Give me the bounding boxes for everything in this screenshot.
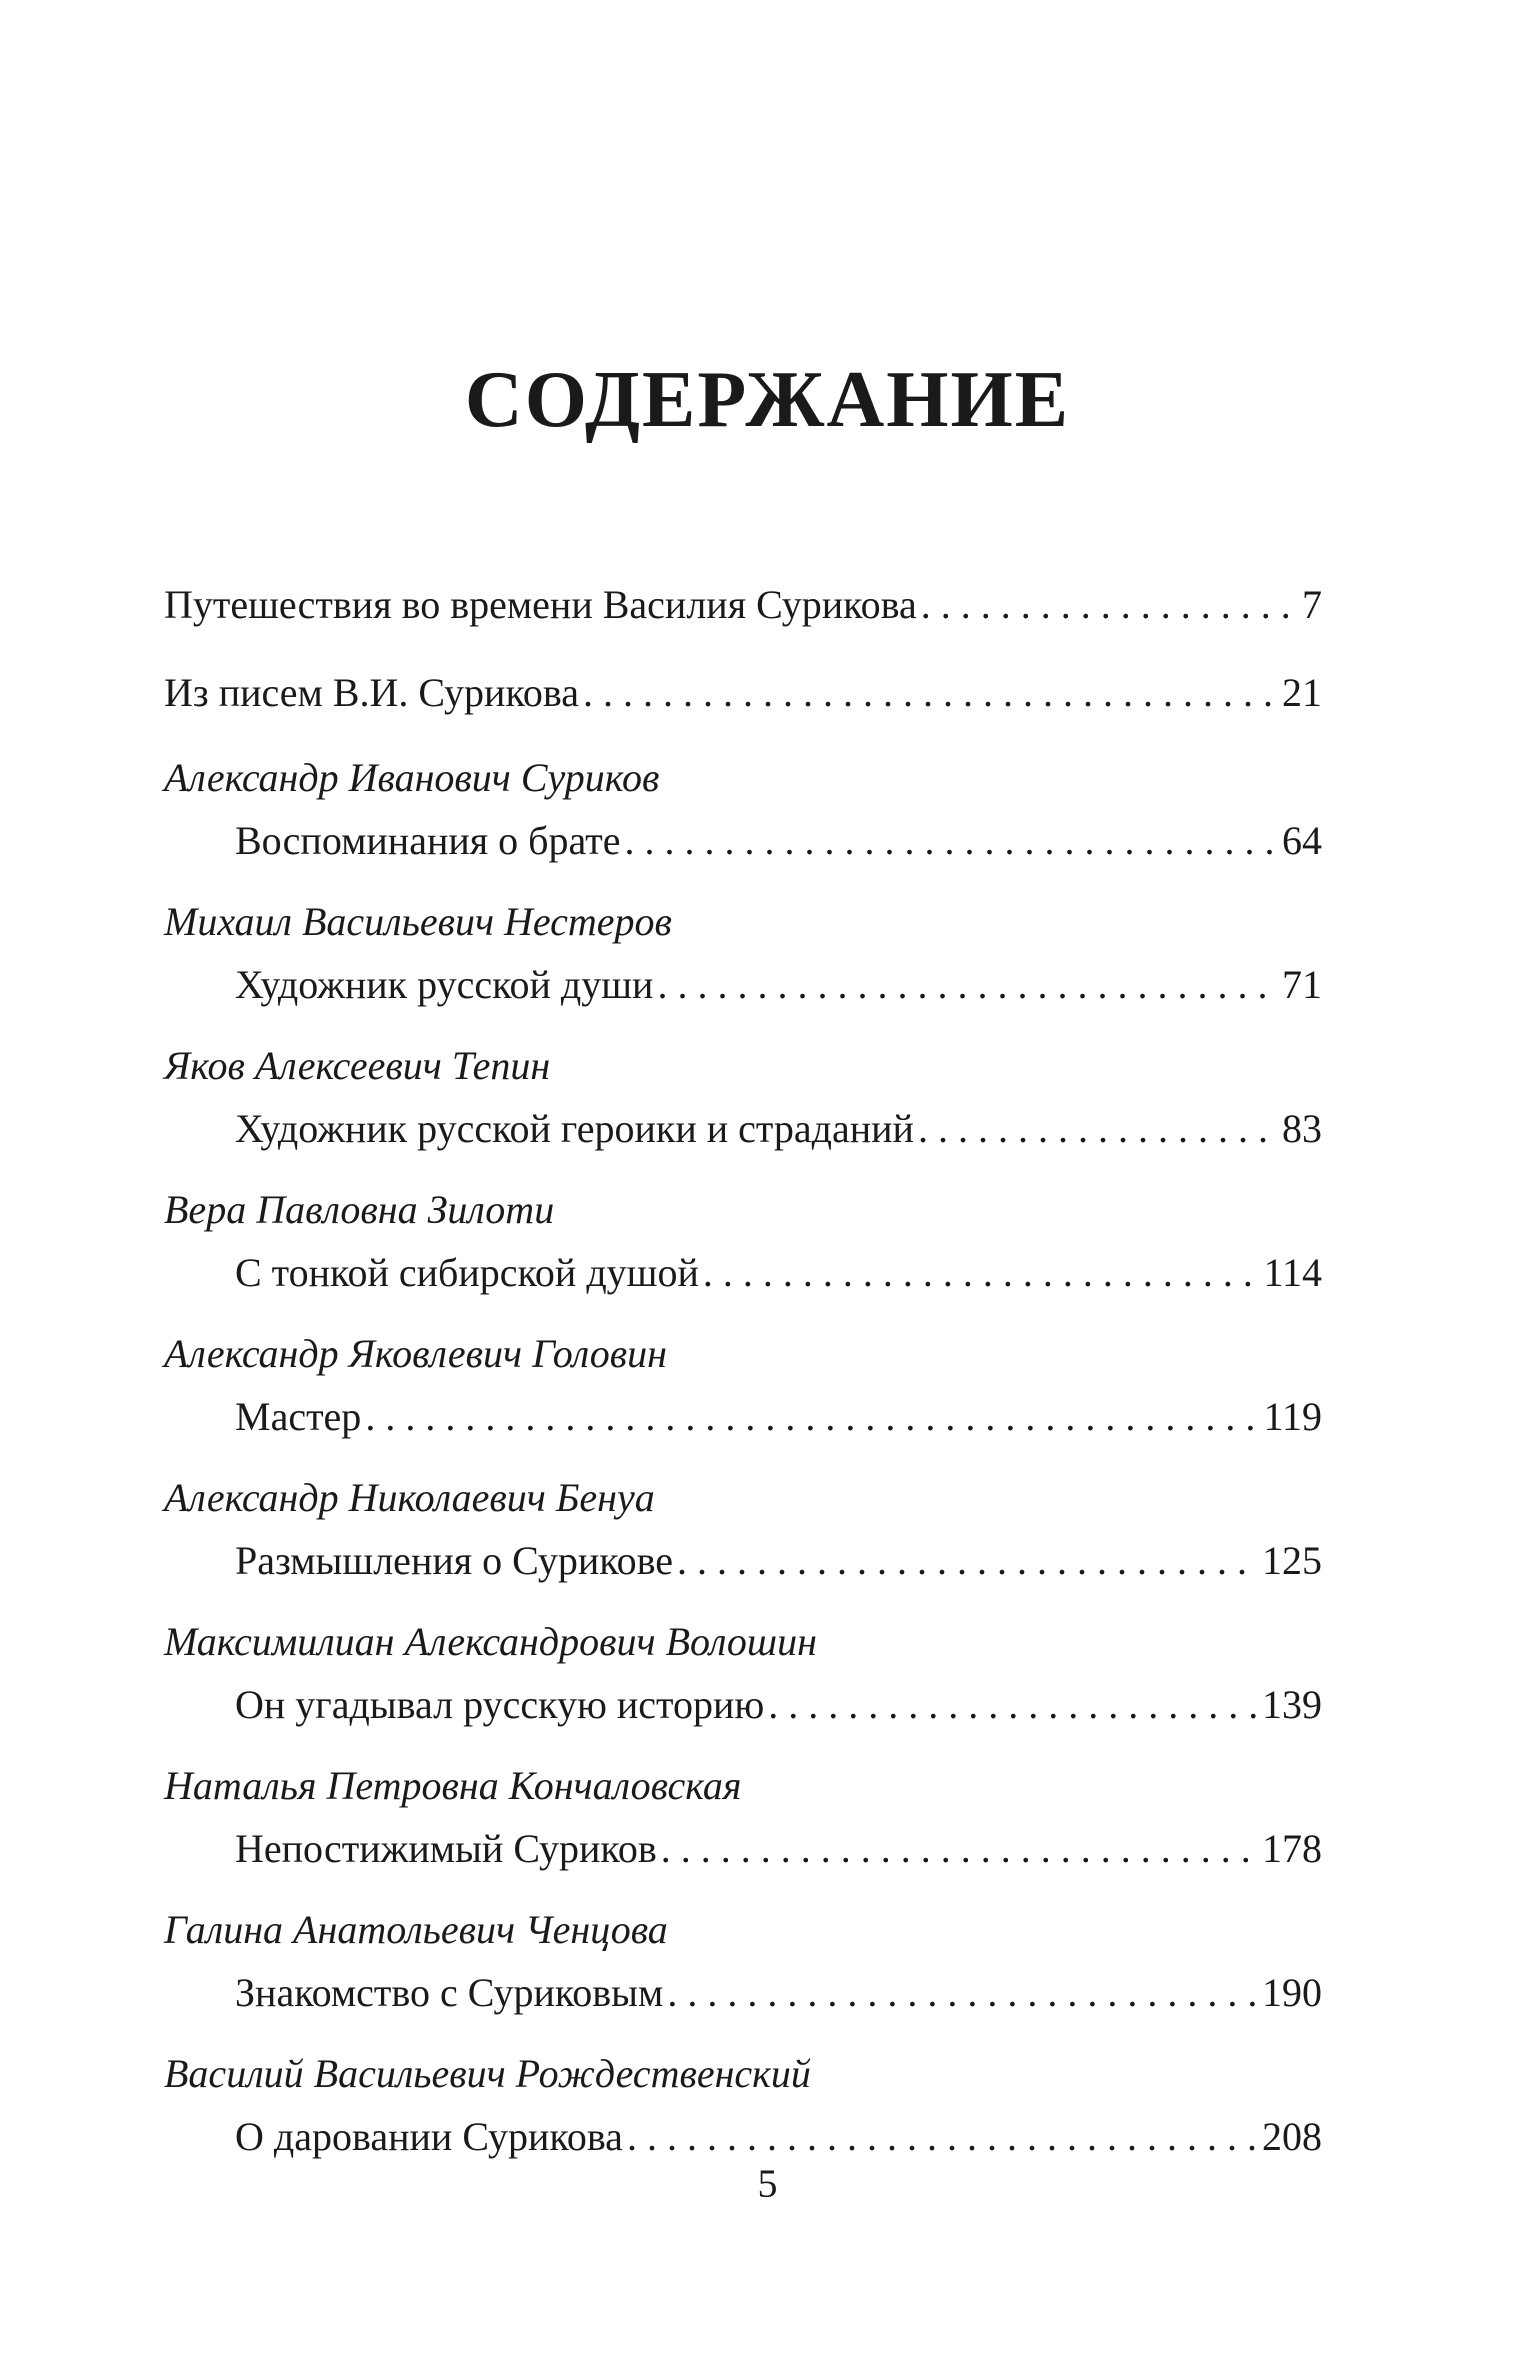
toc-entry [164, 1900, 1322, 2026]
toc-entry [164, 572, 1322, 638]
toc-line [164, 572, 1322, 638]
toc-page-number: 21 [1282, 670, 1322, 715]
toc-page-number: 71 [1282, 962, 1322, 1007]
page-number: 5 [757, 2161, 778, 2206]
toc-line [164, 660, 1322, 726]
toc-page-number: 7 [1302, 582, 1322, 627]
toc-line [164, 952, 1322, 1018]
toc-entry [164, 2044, 1322, 2170]
toc-title: Воспоминания о брате [235, 818, 621, 863]
toc-page-number: 190 [1262, 1970, 1322, 2015]
table-of-contents [164, 572, 1322, 2188]
toc-page-number: 64 [1282, 818, 1322, 863]
toc-line [164, 1672, 1322, 1738]
toc-entry [164, 1036, 1322, 1162]
toc-line [164, 1528, 1322, 1594]
toc-author: Яков Алексеевич Тепин [164, 1043, 551, 1088]
dot-leader [583, 660, 1278, 726]
toc-line [164, 1960, 1322, 2026]
toc-line [164, 1240, 1322, 1306]
toc-title: Мастер [235, 1394, 362, 1439]
toc-page-number: 119 [1263, 1394, 1322, 1439]
dot-leader [624, 808, 1278, 874]
toc-title: Путешествия во времени Василия Сурикова [164, 582, 917, 627]
toc-page-number: 114 [1263, 1250, 1322, 1295]
dot-leader [667, 1960, 1258, 2026]
toc-entry [164, 1756, 1322, 1882]
dot-leader [918, 1096, 1278, 1162]
toc-page-number: 208 [1262, 2114, 1322, 2159]
toc-author: Максимилиан Александрович Волошин [164, 1619, 817, 1664]
toc-page-number: 83 [1282, 1106, 1322, 1151]
toc-title: Знакомство с Суриковым [235, 1970, 664, 2015]
toc-author: Наталья Петровна Кончаловская [164, 1763, 742, 1808]
toc-entry [164, 748, 1322, 874]
dot-leader [657, 952, 1278, 1018]
dot-leader [677, 1528, 1258, 1594]
toc-line [164, 1816, 1322, 1882]
toc-entry [164, 1468, 1322, 1594]
toc-title: Художник русской души [235, 962, 654, 1007]
toc-line [164, 1096, 1322, 1162]
toc-author: Александр Николаевич Бенуа [164, 1475, 655, 1520]
toc-page-number: 125 [1262, 1538, 1322, 1583]
toc-author: Александр Иванович Суриков [164, 755, 660, 800]
toc-page-number: 139 [1262, 1682, 1322, 1727]
toc-author: Галина Анатольевич Ченцова [164, 1907, 668, 1952]
dot-leader [703, 1240, 1260, 1306]
toc-entry [164, 1612, 1322, 1738]
dot-leader [661, 1816, 1258, 1882]
dot-leader [365, 1384, 1259, 1450]
dot-leader [768, 1672, 1258, 1738]
toc-line [164, 1384, 1322, 1450]
page-title: СОДЕРЖАНИЕ [464, 356, 1071, 444]
toc-author: Александр Яковлевич Головин [164, 1331, 667, 1376]
toc-title: Непостижимый Суриков [235, 1826, 657, 1871]
toc-entry [164, 660, 1322, 726]
toc-line [164, 808, 1322, 874]
toc-author: Василий Васильевич Рождественский [164, 2051, 811, 2096]
toc-page-number: 178 [1262, 1826, 1322, 1871]
toc-title: Он угадывал русскую историю [235, 1682, 765, 1727]
toc-title: Художник русской героики и страданий [235, 1106, 914, 1151]
toc-author: Михаил Васильевич Нестеров [164, 899, 672, 944]
dot-leader [921, 572, 1298, 638]
toc-title: Из писем В.И. Сурикова [164, 670, 579, 715]
toc-entry [164, 892, 1322, 1018]
toc-title: Размышления о Сурикове [235, 1538, 674, 1583]
toc-entry [164, 1324, 1322, 1450]
toc-title: С тонкой сибирской душой [235, 1250, 699, 1295]
toc-author: Вера Павловна Зилоти [164, 1187, 555, 1232]
toc-title: О даровании Сурикова [235, 2114, 623, 2159]
toc-entry [164, 1180, 1322, 1306]
